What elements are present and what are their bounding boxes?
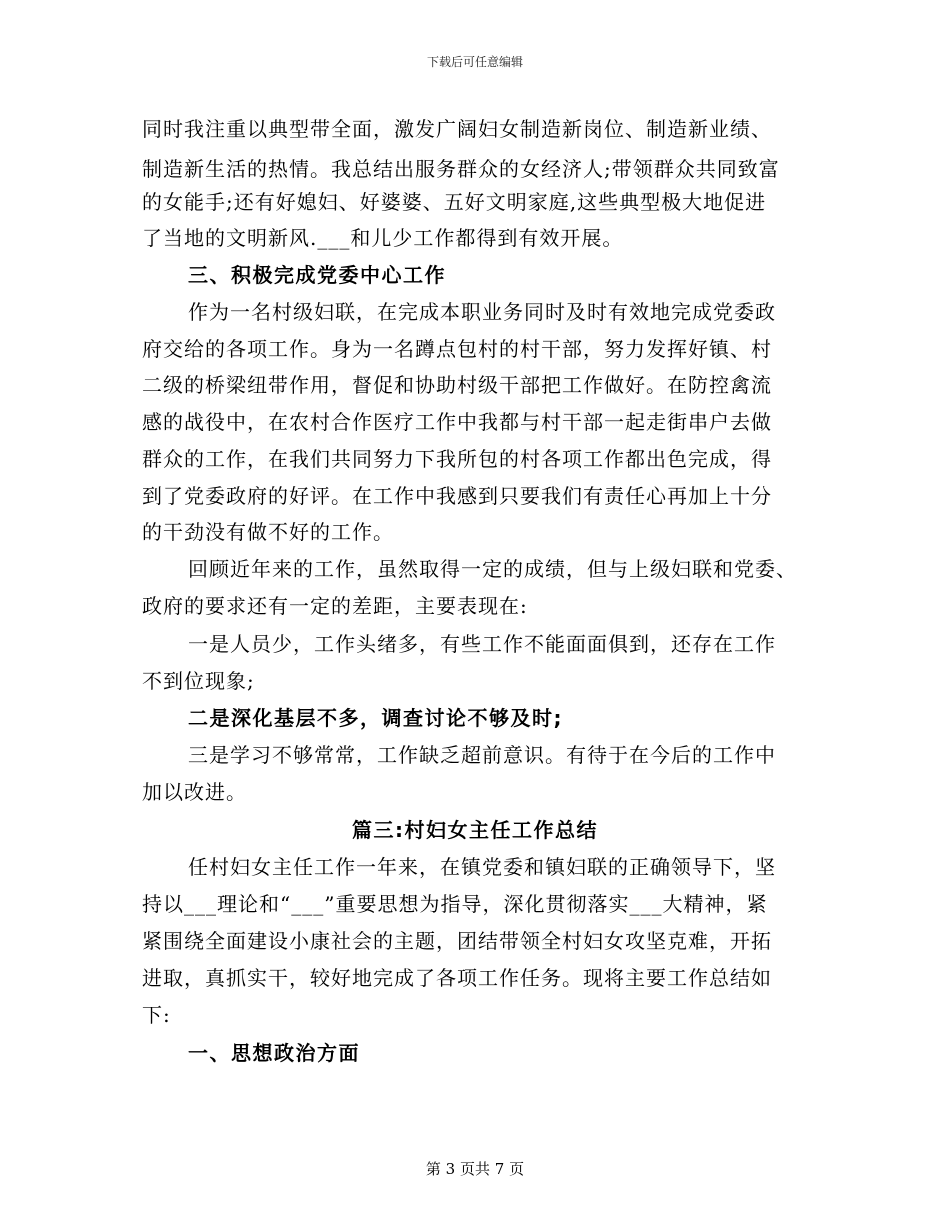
- page-number: 第 3 页共 7 页: [425, 1160, 525, 1178]
- page-header-note: 下载后可任意编辑: [426, 55, 523, 69]
- body-line: 一是人员少，工作头绪多，有些工作不能面面俱到，还存在工作: [188, 632, 776, 656]
- body-line: 作为一名村级妇联，在完成本职业务同时及时有效地完成党委政: [188, 300, 776, 324]
- body-line: 下:: [142, 1003, 171, 1027]
- body-line: 感的战役中，在农村合作医疗工作中我都与村干部一起走街串户去做: [142, 410, 772, 434]
- body-line: 政府的要求还有一定的差距，主要表现在:: [142, 594, 528, 618]
- body-line: 二级的桥梁纽带作用，督促和协助村级干部把工作做好。在防控禽流: [142, 373, 772, 397]
- body-line: 制造新生活的热情。我总结出服务群众的女经济人;带领群众共同致富: [142, 157, 780, 181]
- body-line: 不到位现象;: [142, 669, 255, 693]
- body-line: 同时我注重以典型带全面，激发广阔妇女制造新岗位、制造新业绩、: [142, 117, 772, 141]
- body-line: 紧围绕全面建设小康社会的主题，团结带领全村妇女攻坚克难，开拓: [142, 929, 772, 953]
- body-line: 持以___理论和“___”重要思想为指导，深化贯彻落实___大精神，紧: [142, 892, 768, 916]
- body-line: 府交给的各项工作。身为一名蹲点包村的村干部，努力发挥好镇、村: [142, 337, 772, 361]
- chapter-title: 篇三:村妇女主任工作总结: [352, 818, 598, 842]
- body-line-bold: 二是深化基层不多，调查讨论不够及时;: [188, 706, 563, 730]
- body-line: 三是学习不够常常，工作缺乏超前意识。有待于在今后的工作中: [188, 743, 776, 767]
- section-heading: 三、积极完成党委中心工作: [188, 263, 446, 287]
- body-line: 进取，真抓实干，较好地完成了各项工作任务。现将主要工作总结如: [142, 966, 772, 990]
- body-line: 回顾近年来的工作，虽然取得一定的成绩，但与上级妇联和党委、: [188, 557, 797, 581]
- body-line: 了当地的文明新风.___和儿少工作都得到有效开展。: [142, 226, 624, 250]
- body-line: 的女能手;还有好媳妇、好婆婆、五好文明家庭,这些典型极大地促进: [142, 190, 767, 214]
- body-line: 到了党委政府的好评。在工作中我感到只要我们有责任心再加上十分: [142, 484, 772, 508]
- body-line: 的干劲没有做不好的工作。: [142, 520, 394, 544]
- body-line: 任村妇女主任工作一年来，在镇党委和镇妇联的正确领导下，坚: [188, 855, 776, 879]
- body-line: 加以改进。: [142, 780, 247, 804]
- body-line: 群众的工作，在我们共同努力下我所包的村各项工作都出色完成，得: [142, 447, 772, 471]
- section-heading: 一、思想政治方面: [188, 1041, 360, 1065]
